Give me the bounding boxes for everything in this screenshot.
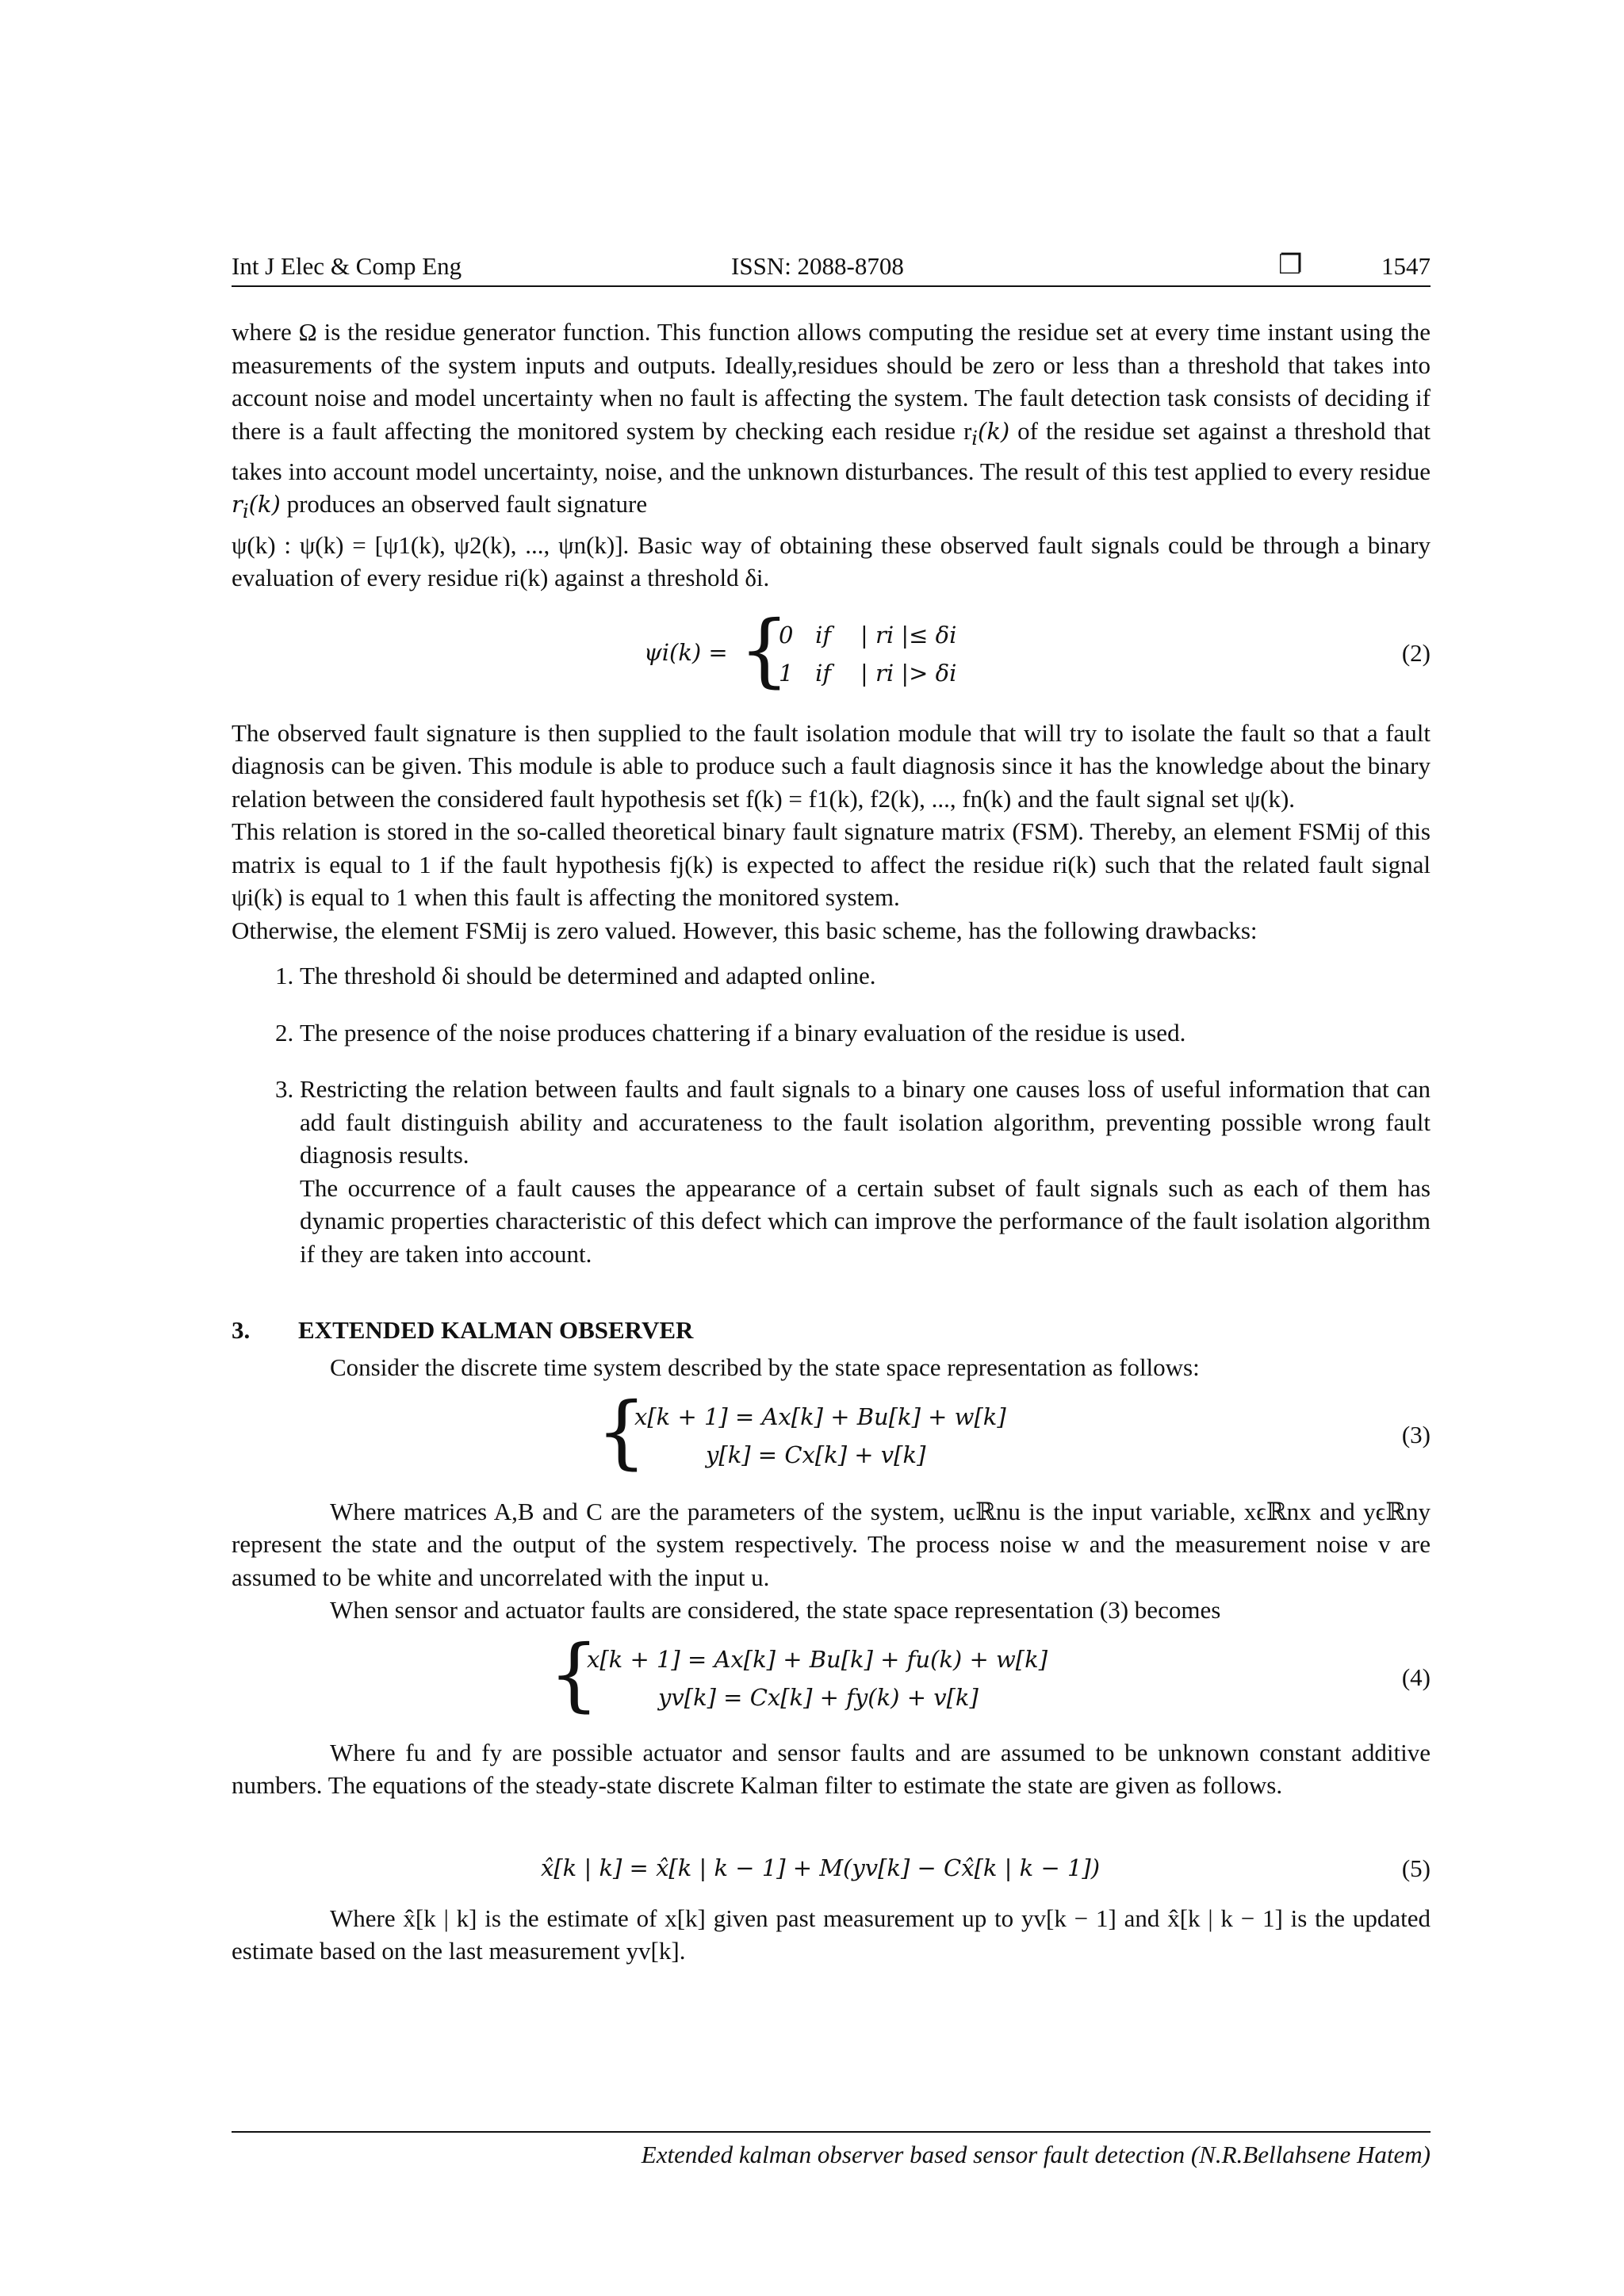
page-number: 1547 — [1381, 252, 1431, 280]
drawbacks-list — [232, 959, 1431, 1270]
equation-2 — [232, 603, 1431, 696]
equation-3 — [232, 1384, 1431, 1478]
eq2-brace: { — [739, 603, 790, 696]
equation-5 — [232, 1854, 1431, 1891]
eq5-body: x̂[k | k] = x̂[k | k − 1] + M(yv[k] − Cx̂[k | k − 1]) — [541, 1854, 1101, 1881]
paragraph-residue: where Ω is the residue generator function. This function allows computing the residue set at every time instant using the measurements of the system inputs and outputs. Ideally,residues should be zero or less than a threshold that takes into account noise and model uncertainty when no fault is affecting the system. The fault detection task consists of deciding if there is a fault affecting the monitored system by checking each residue $r_i(k)$ of the residue set against a threshold that takes into account model uncertainty, noise, and the unknown disturbances. The result of this test applied to every residue $r_i(k)$ produces an observed fault signature — [232, 318, 1431, 523]
section-number: 3. — [232, 1316, 251, 1345]
equation-4 — [232, 1627, 1431, 1720]
paragraph-consider: Consider the discrete time system described by the state space representation as follows: — [330, 1353, 1200, 1382]
eq2-row2: 1 if | ri |> δi — [779, 659, 957, 687]
paragraph-drawbacks: Otherwise, the element FSMij is zero valued. However, this basic scheme, has the following drawbacks: — [232, 916, 1258, 944]
list-item: 1. The threshold δi should be determined and adapted online. — [300, 959, 1431, 993]
list-item-text: Restricting the relation between faults and fault signals to a binary one causes loss of useful information that can add fault distinguish ability and accurateness to the fault isolation algorithm, preventing possible wrong fault diagnosis results. — [300, 1075, 1431, 1169]
box-icon: ❐ — [1278, 251, 1303, 280]
eq3-row2: y[k] = Cx[k] + v[k] — [706, 1441, 926, 1468]
paragraph-isolation: The observed fault signature is then supplied to the fault isolation module that will try to isolate the fault so that a fault diagnosis can be given. This module is able to produce such a fault diagnosis since it has the knowledge about the binary relation between the considered fault hypothesis set f(k) = f1(k), f2(k), ..., fn(k) and the fault signal set ψ(k). — [232, 718, 1431, 813]
issn: ISSN: 2088-8708 — [731, 252, 904, 280]
eq3-row1: x[k + 1] = Ax[k] + Bu[k] + w[k] — [634, 1402, 1006, 1430]
page — [232, 252, 1431, 1968]
eq3-brace: { — [596, 1384, 647, 1478]
footer-rule — [232, 2131, 1431, 2133]
paragraph-faults: When sensor and actuator faults are considered, the state space representation (3) becomes — [330, 1596, 1221, 1624]
journal-name: Int J Elec & Comp Eng — [232, 252, 462, 280]
list-item — [300, 1073, 1431, 1270]
paragraph-estimate: Where x̂[k | k] is the estimate of x[k] given past measurement up to yv[k − 1] and x̂[k | k − 1] is the updated estimate based on the last measurement yv[k]. — [232, 1904, 1431, 1965]
eq4-number: (4) — [1401, 1663, 1431, 1691]
section-title: EXTENDED KALMAN OBSERVER — [298, 1316, 694, 1345]
list-item-continuation: The occurrence of a fault causes the appearance of a certain subset of fault signals such as each of them has dynamic properties characteristic of this defect which can improve the performance of the fault isolation algorithm if they are taken into account. — [300, 1173, 1431, 1268]
eq2-lhs: ψi(k) = — [644, 638, 728, 666]
section-heading — [232, 1316, 1431, 1351]
eq3-number: (3) — [1401, 1420, 1431, 1448]
paragraph-residue-text: where Ω is the residue generator function. This function allows computing the residue set at every time instant using the measurements of the system inputs and outputs. Ideally,residues should be zero or less than a threshold that takes into account noise and model uncertainty when no fault is affecting the system. The fault detection task consists of deciding if there is a fault affecting the monitored system by checking each residue r — [232, 318, 1431, 445]
page-header — [232, 252, 1431, 287]
list-item: 2. The presence of the noise produces chattering if a binary evaluation of the residue is used. — [300, 1016, 1431, 1050]
eq4-row2: yv[k] = Cx[k] + fy(k) + v[k] — [658, 1683, 979, 1711]
paragraph-matrices: Where matrices A,B and C are the parameters of the system, uϵℝnu is the input variable, xϵℝnx and yϵℝny represent the state and the output of the system respectively. The process noise w and the measurement noise v are assumed to be white and uncorrelated with the input u. — [232, 1497, 1431, 1591]
page-footer: Extended kalman observer based sensor fault detection (N.R.Bellahsene Hatem) — [641, 2141, 1431, 2168]
paragraph-fsm: This relation is stored in the so-called theoretical binary fault signature matrix (FSM). Thereby, an element FSMij of this matrix is equal to 1 if the fault hypothesis fj(k) is expected to affect the residue ri(k) such that the related fault signal ψi(k) is equal to 1 when this fault is affecting the monitored system. — [232, 817, 1431, 912]
eq4-brace: { — [549, 1627, 599, 1720]
eq2-row1: 0 if | ri |≤ δi — [779, 621, 957, 649]
paragraph-kalman: Where fu and fy are possible actuator and sensor faults and are assumed to be unknown constant additive numbers. The equations of the steady-state discrete Kalman filter to estimate the state are given as follows. — [232, 1738, 1431, 1800]
paragraph-signature: ψ(k) : ψ(k) = [ψ1(k), ψ2(k), ..., ψn(k)]. Basic way of obtaining these observed fault signals could be through a binary evaluation of every residue ri(k) against a threshold δi. — [232, 530, 1431, 592]
eq5-number: (5) — [1401, 1854, 1431, 1882]
eq4-row1: x[k + 1] = Ax[k] + Bu[k] + fu(k) + w[k] — [587, 1645, 1048, 1673]
eq2-number: (2) — [1401, 638, 1431, 667]
